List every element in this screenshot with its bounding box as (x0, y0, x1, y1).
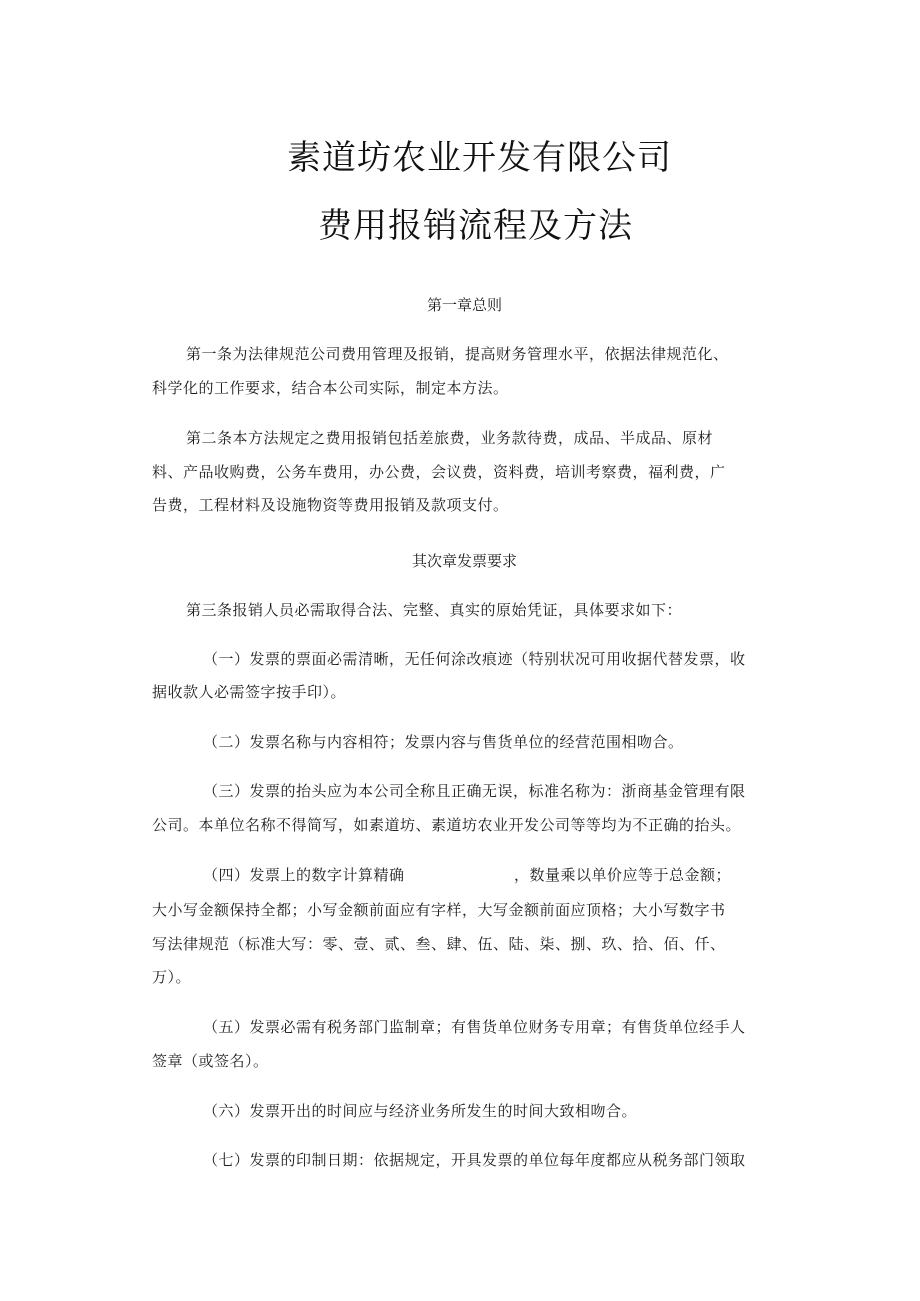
item-4-line-4: 万）。 (152, 968, 192, 986)
article-3-intro: 第三条报销人员必需取得合法、完整、真实的原始凭证，具体要求如下： (186, 601, 683, 619)
chapter-1-heading: 第一章总则 (427, 296, 503, 314)
item-3-line-2: 公司。本单位名称不得简写，如素道坊、素道坊农业开发公司等等均为不正确的抬头。 (152, 816, 742, 834)
document-title-subject: 费用报销流程及方法 (318, 206, 633, 246)
article-1-line-1: 第一条为法律规范公司费用管理及报销，提高财务管理水平，依据法律规范化、 (186, 345, 729, 363)
item-5-line-2: 签章（或签名）。 (152, 1052, 269, 1070)
item-6-line-1: （六）发票开出的时间应与经济业务所发生的时间大致相吻合。 (203, 1102, 638, 1120)
item-7-line-1: （七）发票的印制日期：依据规定，开具发票的单位每年度都应从税务部门领取 (203, 1151, 746, 1169)
chapter-2-heading: 其次章发票要求 (412, 552, 518, 570)
item-1-line-1: （一）发票的票面必需清晰，无任何涂改痕迹（特别状况可用收据代替发票，收 (203, 650, 746, 668)
item-4-line-1a: （四）发票上的数字计算精确 (203, 866, 405, 884)
article-2-line-3: 告费，工程材料及设施物资等费用报销及款项支付。 (152, 496, 509, 514)
article-1-line-2: 科学化的工作要求，结合本公司实际，制定本方法。 (152, 379, 509, 397)
item-1-line-2: 据收款人必需签字按手印）。 (152, 683, 347, 701)
item-4-line-3: 写法律规范（标准大写：零、壹、贰、叁、肆、伍、陆、柒、捌、玖、拾、佰、仟、 (152, 935, 726, 953)
article-2-line-1: 第二条本方法规定之费用报销包括差旅费，业务款待费，成品、半成品、原材 (186, 429, 714, 447)
article-2-line-2: 料、产品收购费，公务车费用，办公费，会议费，资料费，培训考察费，福利费，广 (152, 463, 726, 481)
item-2-line-1: （二）发票名称与内容相符；发票内容与售货单位的经营范围相吻合。 (203, 733, 684, 751)
document-title-company: 素道坊农业开发有限公司 (287, 138, 672, 178)
item-4-line-2: 大小写金额保持全都；小写金额前面应有字样，大写金额前面应顶格；大小写数字书 (152, 901, 726, 919)
item-3-line-1: （三）发票的抬头应为本公司全称且正确无误，标准名称为：浙商基金管理有限 (203, 782, 746, 800)
item-5-line-1: （五）发票必需有税务部门监制章；有售货单位财务专用章；有售货单位经手人 (203, 1018, 746, 1036)
item-4-line-1b: ，数量乘以单价应等于总金额； (514, 866, 732, 884)
